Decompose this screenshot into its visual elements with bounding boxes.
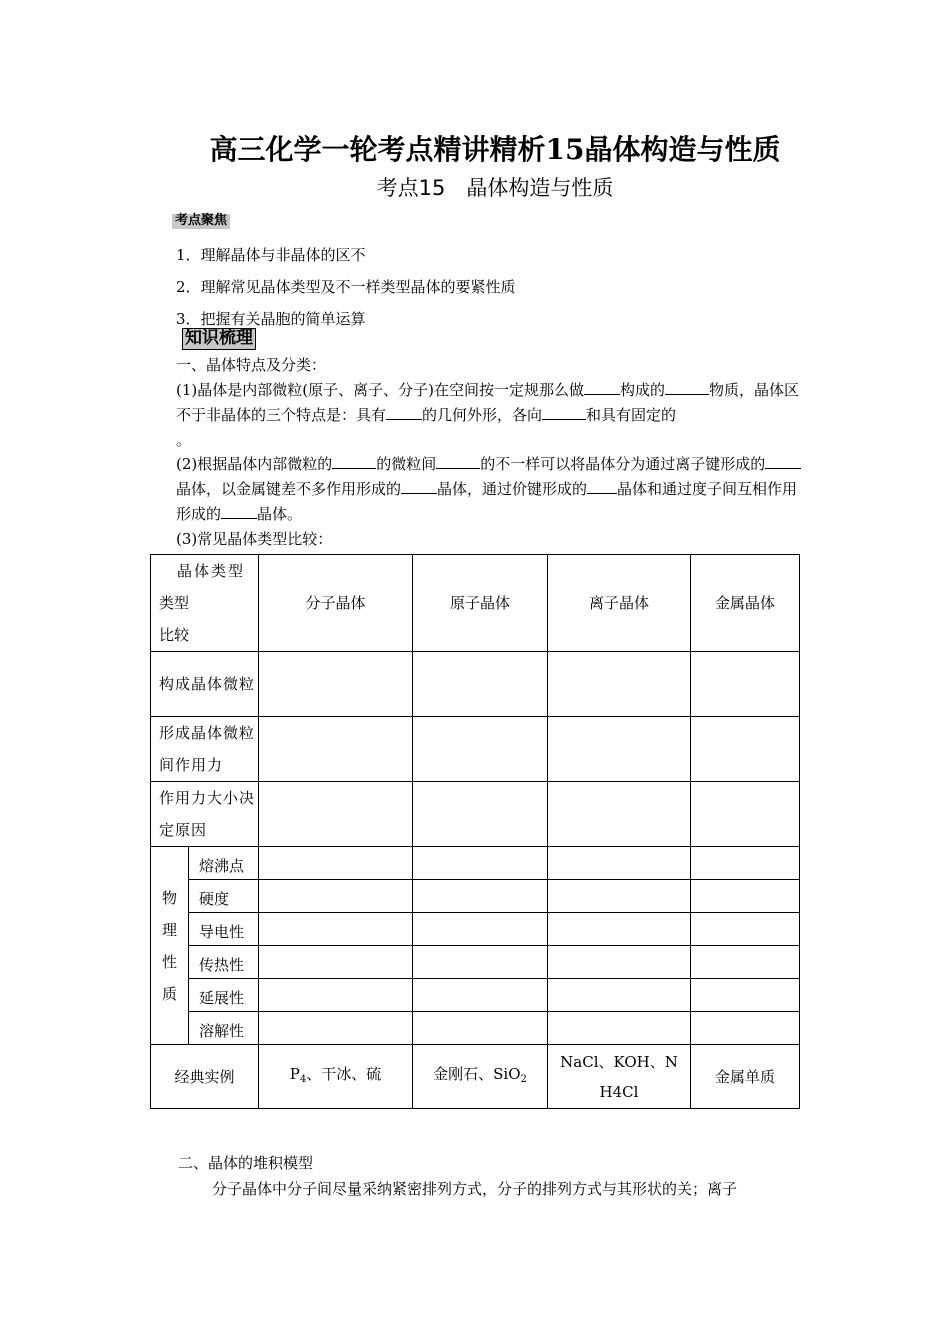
table-row <box>151 913 800 946</box>
table-cell <box>413 847 548 880</box>
physical-properties-group: 物 理 性 质 <box>151 847 189 1045</box>
table-cell <box>413 782 548 847</box>
section2-text: 分子晶体中分子间尽量采纳紧密排列方式，分子的排列方式与其形状的关；离子 <box>212 1180 738 1198</box>
table-cell <box>548 880 691 913</box>
row-header-ductility: 延展性 <box>189 979 259 1012</box>
page-subtitle: 考点15 晶体构造与性质 <box>376 176 614 200</box>
table-cell <box>691 880 800 913</box>
section1-heading: 一、晶体特点及分类： <box>176 356 327 374</box>
fill-blank <box>765 453 801 469</box>
knowledge-tag: 知识梳理 <box>182 328 256 350</box>
fill-blank <box>436 453 480 469</box>
example-atomic: 金刚石、SiO$_2$ <box>413 1045 548 1109</box>
table-row <box>151 782 800 847</box>
fill-blank <box>665 379 709 395</box>
fill-blank <box>542 404 586 420</box>
table-cell <box>691 979 800 1012</box>
fill-blank <box>221 503 257 519</box>
fill-blank <box>587 478 617 494</box>
table-cell <box>548 717 691 782</box>
table-cell <box>548 946 691 979</box>
table-cell <box>413 979 548 1012</box>
table-row <box>151 946 800 979</box>
table-cell <box>548 979 691 1012</box>
row-header-forces: 形成晶体微粒间作用力 <box>151 717 259 782</box>
fill-blank <box>584 379 620 395</box>
row-header-heat-transfer: 传热性 <box>189 946 259 979</box>
focus-tag: 考点聚焦 <box>172 214 230 229</box>
table-cell <box>259 979 413 1012</box>
row-header-strength: 作用力大小决定原因 <box>151 782 259 847</box>
example-metallic: 金属单质 <box>691 1045 800 1109</box>
table-cell <box>548 847 691 880</box>
table-corner-cell: 晶体类型 类型 比较 <box>151 555 259 652</box>
table-cell <box>259 782 413 847</box>
row-header-hardness: 硬度 <box>189 880 259 913</box>
table-cell <box>259 880 413 913</box>
crystal-comparison-table <box>150 554 800 1109</box>
fill-blank <box>332 453 376 469</box>
table-cell <box>413 717 548 782</box>
fill-blank <box>386 404 422 420</box>
table-row <box>151 717 800 782</box>
table-cell <box>259 946 413 979</box>
table-cell <box>691 946 800 979</box>
table-cell <box>691 717 800 782</box>
focus-item-1: 1．理解晶体与非晶体的区不 <box>176 246 366 264</box>
table-cell <box>691 1012 800 1045</box>
table-cell <box>413 946 548 979</box>
row-header-particles: 构成晶体微粒 <box>151 652 259 717</box>
table-cell <box>548 782 691 847</box>
table-row <box>151 847 800 880</box>
table-cell <box>548 913 691 946</box>
table-cell <box>691 652 800 717</box>
column-header-metallic: 金属晶体 <box>691 555 800 652</box>
table-row <box>151 1012 800 1045</box>
example-molecular: $P_4$、干冰、硫 <box>259 1045 413 1109</box>
table-cell <box>413 652 548 717</box>
table-cell <box>259 652 413 717</box>
table-cell <box>259 1012 413 1045</box>
table-cell <box>691 847 800 880</box>
focus-item-3: 3．把握有关晶胞的简单运算 <box>176 310 366 328</box>
table-cell <box>259 913 413 946</box>
table-cell <box>259 847 413 880</box>
paragraph-2: (2)根据晶体内部微粒的 的微粒间 的不一样可以将晶体分为通过离子键形成的晶体，以金属键差不多作用形成的 晶体，通过价键形成的 晶体和通过度子间互相作用形成的 晶体。 <box>176 452 808 527</box>
table-row <box>151 979 800 1012</box>
table-row <box>151 880 800 913</box>
table-cell <box>259 717 413 782</box>
row-header-examples: 经典实例 <box>151 1045 259 1109</box>
row-header-solubility: 溶解性 <box>189 1012 259 1045</box>
table-row <box>151 652 800 717</box>
table-cell <box>413 1012 548 1045</box>
column-header-atomic: 原子晶体 <box>413 555 548 652</box>
table-cell <box>413 913 548 946</box>
paragraph-1: (1)晶体是内部微粒(原子、离子、分子)在空间按一定规那么做 构成的 物质，晶体区不于非晶体的三个特点是：具有 的几何外形，各向 和具有固定的 。 <box>176 381 799 449</box>
column-header-molecular: 分子晶体 <box>259 555 413 652</box>
page-title: 高三化学一轮考点精讲精析15晶体构造与性质 <box>209 133 781 166</box>
focus-item-2: 2．理解常见晶体类型及不一样类型晶体的要紧性质 <box>176 278 516 296</box>
row-header-melting-point: 熔沸点 <box>189 847 259 880</box>
column-header-ionic: 离子晶体 <box>548 555 691 652</box>
paragraph-3: (3)常见晶体类型比较： <box>176 530 333 548</box>
table-cell <box>548 652 691 717</box>
example-ionic: NaCl、KOH、N H4Cl <box>548 1045 691 1109</box>
table-cell <box>548 1012 691 1045</box>
fill-blank <box>401 478 437 494</box>
table-header-row <box>151 555 800 652</box>
table-cell <box>691 913 800 946</box>
row-header-conductivity: 导电性 <box>189 913 259 946</box>
table-cell <box>413 880 548 913</box>
table-cell <box>691 782 800 847</box>
table-row <box>151 1045 800 1109</box>
section2-heading: 二、晶体的堆积模型 <box>178 1154 314 1172</box>
